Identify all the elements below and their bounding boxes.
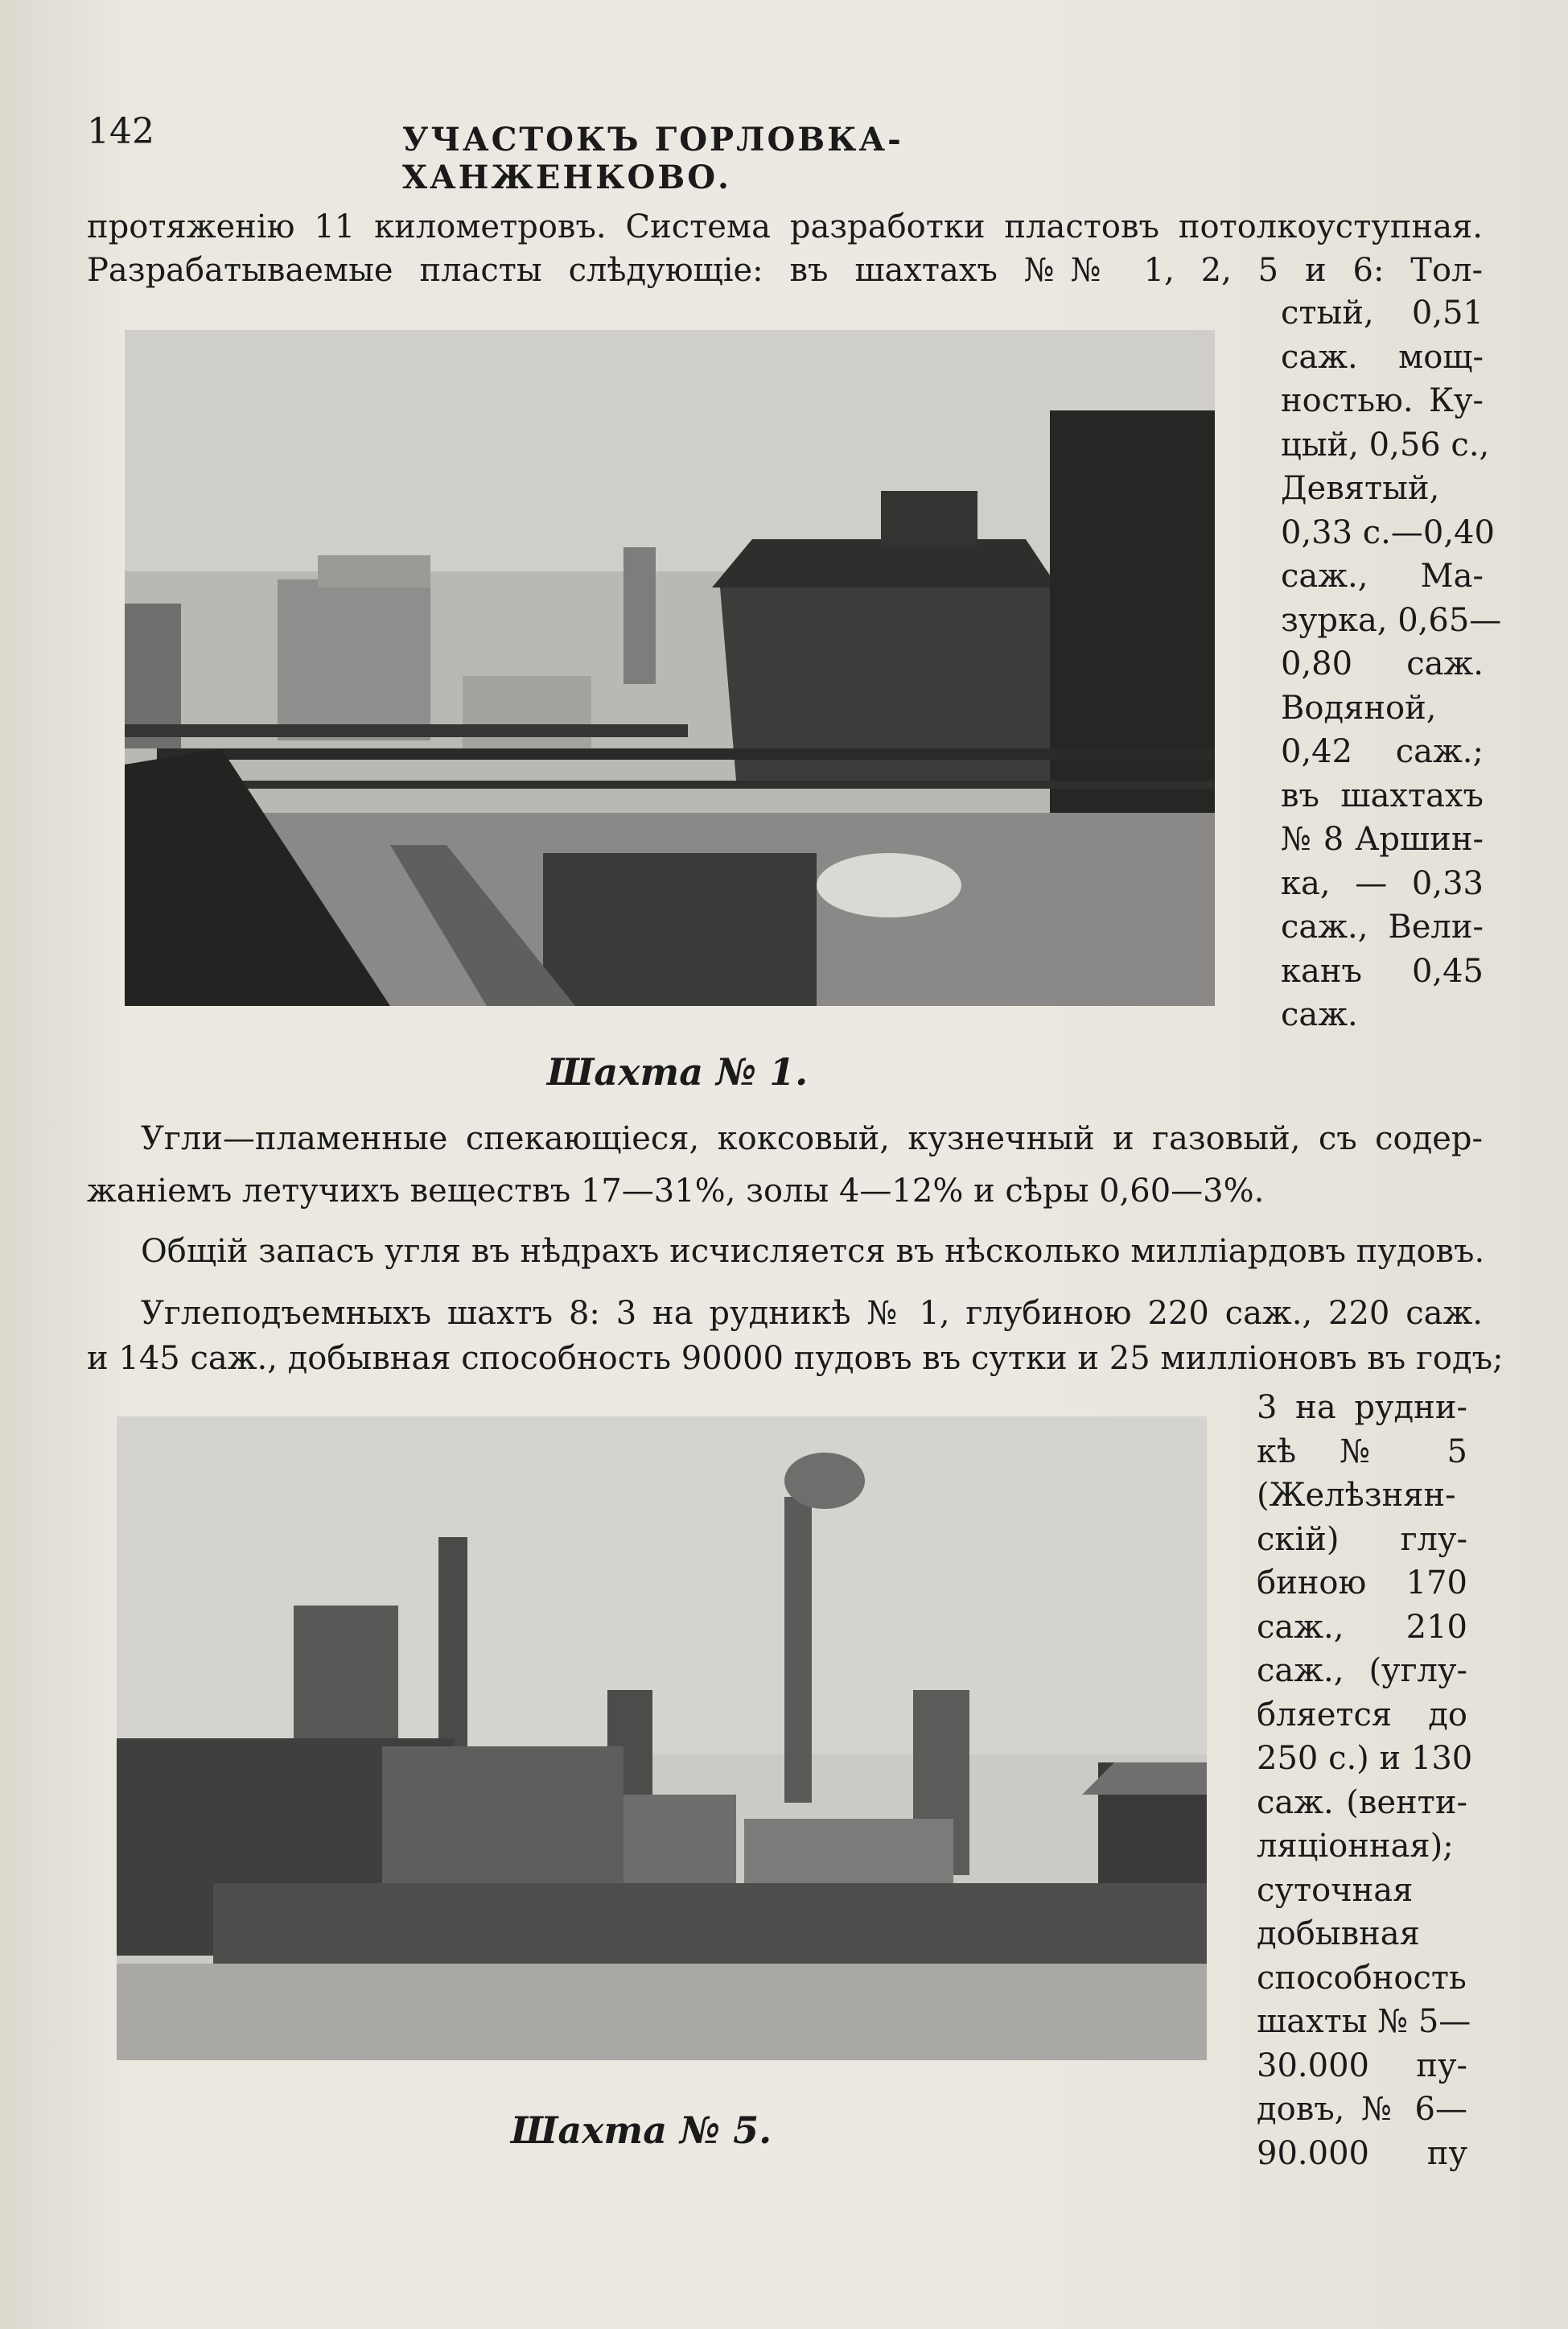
para2-line: Общій запасъ угля въ нѣдрахъ исчисляется въ нѣсколько милліардовъ пудовъ. (141, 1233, 1485, 1270)
para3-line-2: и 145 саж., добывная способность 90000 пудовъ въ сутки и 25 милліоновъ въ годъ; (87, 1340, 1504, 1377)
caption-mine-5: Шахта № 5. (511, 2108, 772, 2152)
side-column-1 (1281, 291, 1502, 1037)
running-header: УЧАСТОКЪ ГОРЛОВКА-ХАНЖЕНКОВО. (402, 121, 903, 196)
side2-line: бляется до (1257, 1696, 1467, 1733)
side-column-2 (1257, 1386, 1473, 2175)
intro-line-1: протяженію 11 километровъ. Система разработки пластовъ потолкоуступная. (87, 208, 1483, 245)
side2-line: ляціонная); (1257, 1828, 1454, 1865)
side2-line: кѣ № 5 (1257, 1432, 1467, 1470)
side2-line: саж., 210 (1257, 1608, 1467, 1646)
side2-line: скій) глу- (1257, 1520, 1467, 1558)
side1-line: саж. мощ- (1281, 338, 1484, 376)
photo-mine-1 (125, 330, 1215, 1006)
side1-line: 0,80 саж. (1281, 645, 1484, 682)
side2-line: 250 с.) и 130 (1257, 1740, 1473, 1777)
side2-line: биною 170 (1257, 1564, 1467, 1601)
side2-line: (Желѣзнян- (1257, 1477, 1456, 1514)
side1-line: ностью. Ку- (1281, 382, 1484, 419)
side1-line: саж., Ма- (1281, 558, 1484, 595)
intro-line-2: Разрабатываемые пласты слѣдующіе: въ шахтахъ №№ 1, 2, 5 и 6: Тол- (87, 252, 1483, 289)
side1-line: зурка, 0,65— (1281, 601, 1502, 639)
side1-line: ка, — 0,33 (1281, 864, 1484, 902)
side2-line: суточная (1257, 1871, 1414, 1909)
side1-line: саж., Вели- (1281, 909, 1484, 946)
caption-mine-1: Шахта № 1. (547, 1050, 809, 1094)
side2-line: довъ, № 6— (1257, 2091, 1467, 2128)
para1-line-2: жаніемъ летучихъ веществъ 17—31%, золы 4—12% и сѣры 0,60—3%. (87, 1173, 1265, 1210)
para3-line-1: Углеподъемныхъ шахтъ 8: 3 на рудникѣ № 1, глубиною 220 саж., 220 саж. (141, 1295, 1483, 1332)
side1-line: стый, 0,51 (1281, 295, 1484, 332)
photo-mine-5 (117, 1416, 1207, 2060)
side1-line: Девятый, (1281, 470, 1440, 507)
page-number: 142 (87, 111, 154, 152)
side1-line: Водяной, (1281, 689, 1437, 727)
side2-line: добывная (1257, 1915, 1420, 1952)
side2-line: саж. (венти- (1257, 1783, 1467, 1821)
side1-line: цый, 0,56 с., (1281, 426, 1490, 464)
side1-line: въ шахтахъ (1281, 777, 1484, 814)
side2-line: 3 на рудни- (1257, 1389, 1467, 1426)
side1-line: № 8 Аршин- (1281, 821, 1484, 858)
side2-line: 90.000 пу (1257, 2134, 1467, 2172)
side2-line: шахты № 5— (1257, 2003, 1471, 2040)
side1-line: 0,42 саж.; (1281, 733, 1484, 770)
side2-line: способность (1257, 1959, 1467, 1997)
side2-line: саж., (углу- (1257, 1652, 1467, 1689)
side1-line: канъ 0,45 (1281, 952, 1484, 990)
side1-line: саж. (1281, 996, 1358, 1033)
side2-line: 30.000 пу- (1257, 2047, 1467, 2084)
para1-line-1: Угли—пламенные спекающіеся, коксовый, кузнечный и газовый, съ содер- (141, 1120, 1483, 1157)
side1-line: 0,33 с.—0,40 (1281, 513, 1495, 551)
